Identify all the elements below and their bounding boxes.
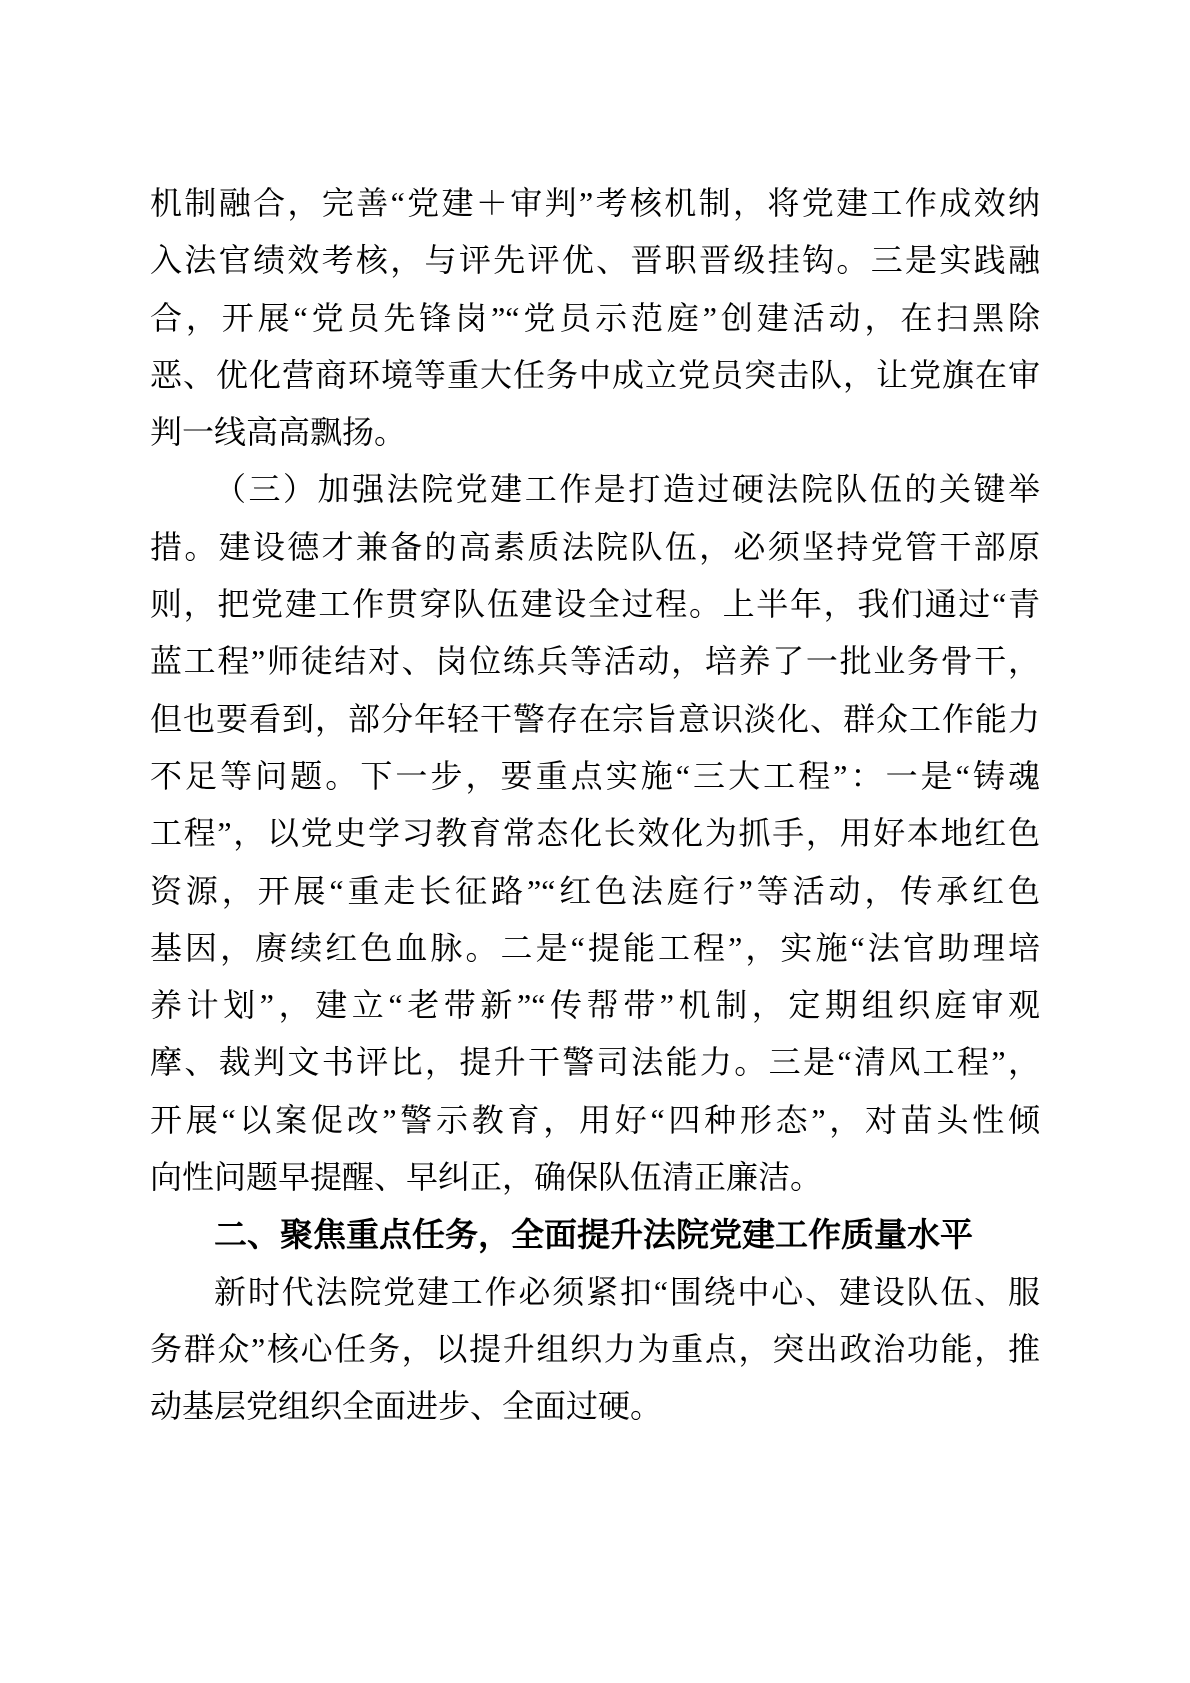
body-line: 新时代法院党建工作必须紧扣“围绕中心、建设队伍、服 (214, 1273, 1040, 1310)
body-line: 养计划”，建立“老带新”“传帮带”机制，定期组织庭审观 (150, 987, 1040, 1024)
body-line: 向性问题早提醒、早纠正，确保队伍清正廉洁。 (150, 1159, 823, 1196)
body-line: 工程”，以党史学习教育常态化长效化为抓手，用好本地红色 (150, 815, 1040, 852)
body-line: 蓝工程”师徒结对、岗位练兵等活动，培养了一批业务骨干， (150, 643, 1040, 680)
body-line: 合，开展“党员先锋岗”“党员示范庭”创建活动，在扫黑除 (150, 299, 1040, 336)
body-line: 机制融合，完善“党建＋审判”考核机制，将党建工作成效纳 (150, 185, 1040, 221)
body-line: 不足等问题。下一步，要重点实施“三大工程”：一是“铸魂 (150, 757, 1040, 794)
body-line: 开展“以案促改”警示教育，用好“四种形态”，对苗头性倾 (150, 1101, 1040, 1138)
body-line: 判一线高高飘扬。 (150, 414, 407, 451)
body-line: 入法官绩效考核，与评先评优、晋职晋级挂钩。三是实践融 (150, 242, 1040, 279)
section-heading: 二、聚焦重点任务，全面提升法院党建工作质量水平 (214, 1216, 973, 1254)
document-lines (150, 175, 1040, 1436)
body-line: 务群众”核心任务，以提升组织力为重点，突出政治功能，推 (150, 1330, 1040, 1367)
body-line: 动基层党组织全面进步、全面过硬。 (150, 1388, 663, 1425)
body-line: 则，把党建工作贯穿队伍建设全过程。上半年，我们通过“青 (150, 586, 1040, 623)
body-line: 基因，赓续红色血脉。二是“提能工程”，实施“法官助理培 (150, 929, 1040, 966)
subheading-line: （三）加强法院党建工作是打造过硬法院队伍的关键举 (214, 471, 1040, 508)
body-line: 但也要看到，部分年轻干警存在宗旨意识淡化、群众工作能力 (150, 700, 1040, 737)
body-line: 摩、裁判文书评比，提升干警司法能力。三是“清风工程”， (150, 1044, 1040, 1081)
body-line: 资源，开展“重走长征路”“红色法庭行”等活动，传承红色 (150, 872, 1040, 909)
body-line: 措。建设德才兼备的高素质法院队伍，必须坚持党管干部原 (150, 528, 1040, 565)
body-line: 恶、优化营商环境等重大任务中成立党员突击队，让党旗在审 (150, 356, 1040, 393)
